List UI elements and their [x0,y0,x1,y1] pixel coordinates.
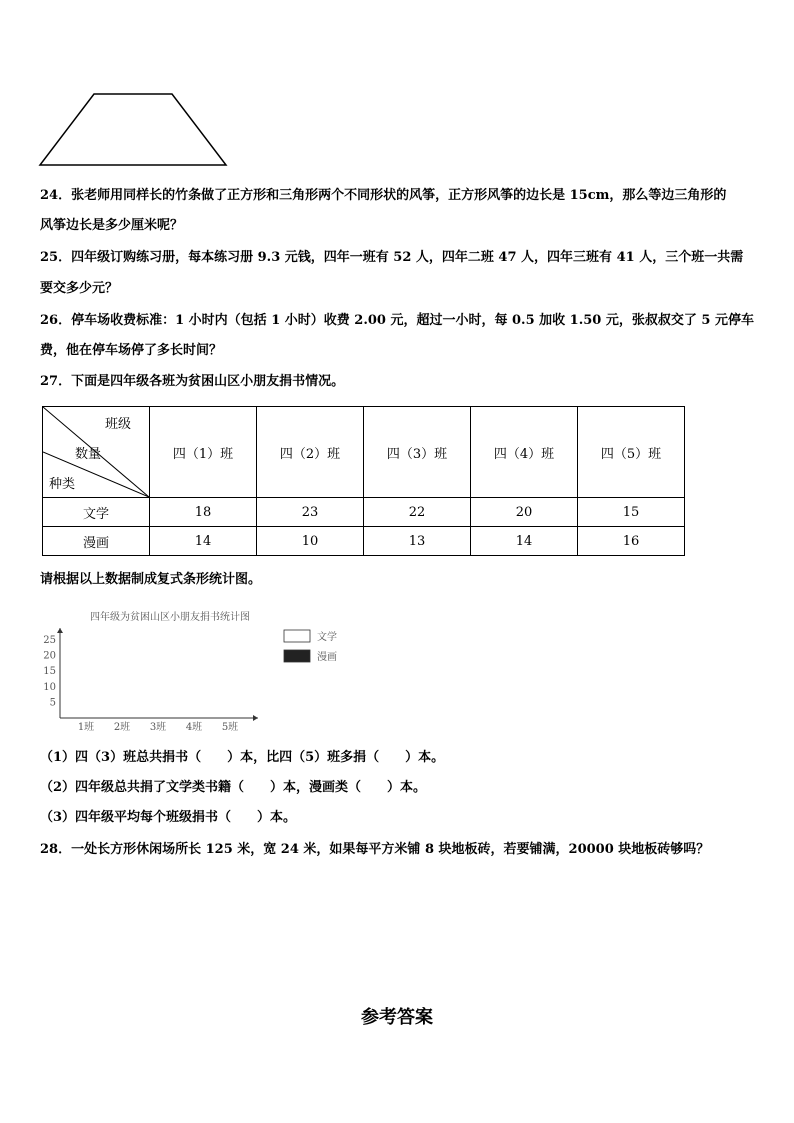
question-27-intro: 27．下面是四年级各班为贫困山区小朋友捐书情况。 [40,374,345,389]
header-quantity-label: 数量 [75,447,102,462]
question-27-instruction: 请根据以上数据制成复式条形统计图。 [40,572,262,587]
row-label: 漫画 [43,527,150,556]
legend-swatch [284,630,310,642]
legend-label: 漫画 [317,652,337,663]
table-diagonal-header [43,407,150,498]
question-27-sub3: （3）四年级平均每个班级捐书（ ）本。 [40,810,297,825]
table-cell: 23 [257,498,364,527]
table-row [43,527,685,556]
question-26-line2: 费，他在停车场停了多长时间？ [40,343,223,358]
table-cell: 14 [471,527,578,556]
legend-label: 文学 [317,632,337,643]
table-cell: 20 [471,498,578,527]
trapezoid-figure [38,92,228,168]
column-header: 四（4）班 [471,407,578,498]
header-class-label: 班级 [105,417,132,432]
question-24-line2: 风筝边长是多少厘米呢？ [40,218,184,233]
y-tick-label: 5 [49,697,56,709]
x-tick-label: 4班 [185,722,203,733]
table-cell: 16 [578,527,685,556]
y-axis [43,628,63,718]
table-cell: 15 [578,498,685,527]
header-category-label: 种类 [49,477,76,492]
x-axis-arrow [253,715,258,721]
y-tick-label: 10 [43,681,56,693]
question-27-sub2: （2）四年级总共捐了文学类书籍（ ）本，漫画类（ ）本。 [40,780,427,795]
question-25-line1: 25．四年级订购练习册，每本练习册 9.3 元钱，四年一班有 52 人，四年二班 47 人，四年三班有 41 人，三个班一共需 [40,250,744,265]
bar-chart [38,604,358,734]
question-25-line2: 要交多少元？ [40,281,119,296]
table-cell: 10 [257,527,364,556]
x-tick-label: 5班 [221,722,239,733]
y-tick-label: 25 [43,635,56,646]
column-header: 四（1）班 [150,407,257,498]
table-row [43,498,685,527]
donation-table [42,406,685,556]
y-tick-label: 15 [43,666,56,678]
x-tick-label: 2班 [113,722,131,733]
table-cell: 13 [364,527,471,556]
question-26-line1: 26．停车场收费标准：1 小时内（包括 1 小时）收费 2.00 元，超过一小时，每 0.5 加收 1.50 元，张叔叔交了 5 元停车 [40,313,754,328]
answers-title: 参考答案 [361,1007,433,1028]
column-header: 四（5）班 [578,407,685,498]
chart-title: 四年级为贫困山区小朋友捐书统计图 [90,612,250,623]
y-axis-arrow [57,628,63,633]
question-24-line1: 24．张老师用同样长的竹条做了正方形和三角形两个不同形状的风筝，正方形风筝的边长是 15cm，那么等边三角形的 [40,188,727,203]
row-label: 文学 [43,498,150,527]
table-cell: 18 [150,498,257,527]
column-header: 四（3）班 [364,407,471,498]
table-cell: 14 [150,527,257,556]
x-tick-label: 3班 [149,722,167,733]
chart-legend [284,630,337,663]
question-28: 28．一处长方形休闲场所长 125 米，宽 24 米，如果每平方米铺 8 块地板砖，若要铺满，20000 块地板砖够吗？ [40,842,710,857]
table-cell: 22 [364,498,471,527]
question-27-sub1: （1）四（3）班总共捐书（ ）本，比四（5）班多捐（ ）本。 [40,750,445,765]
column-header: 四（2）班 [257,407,364,498]
legend-swatch [284,650,310,662]
x-axis [60,715,258,733]
y-tick-label: 20 [43,650,56,662]
x-tick-label: 1班 [77,722,95,733]
